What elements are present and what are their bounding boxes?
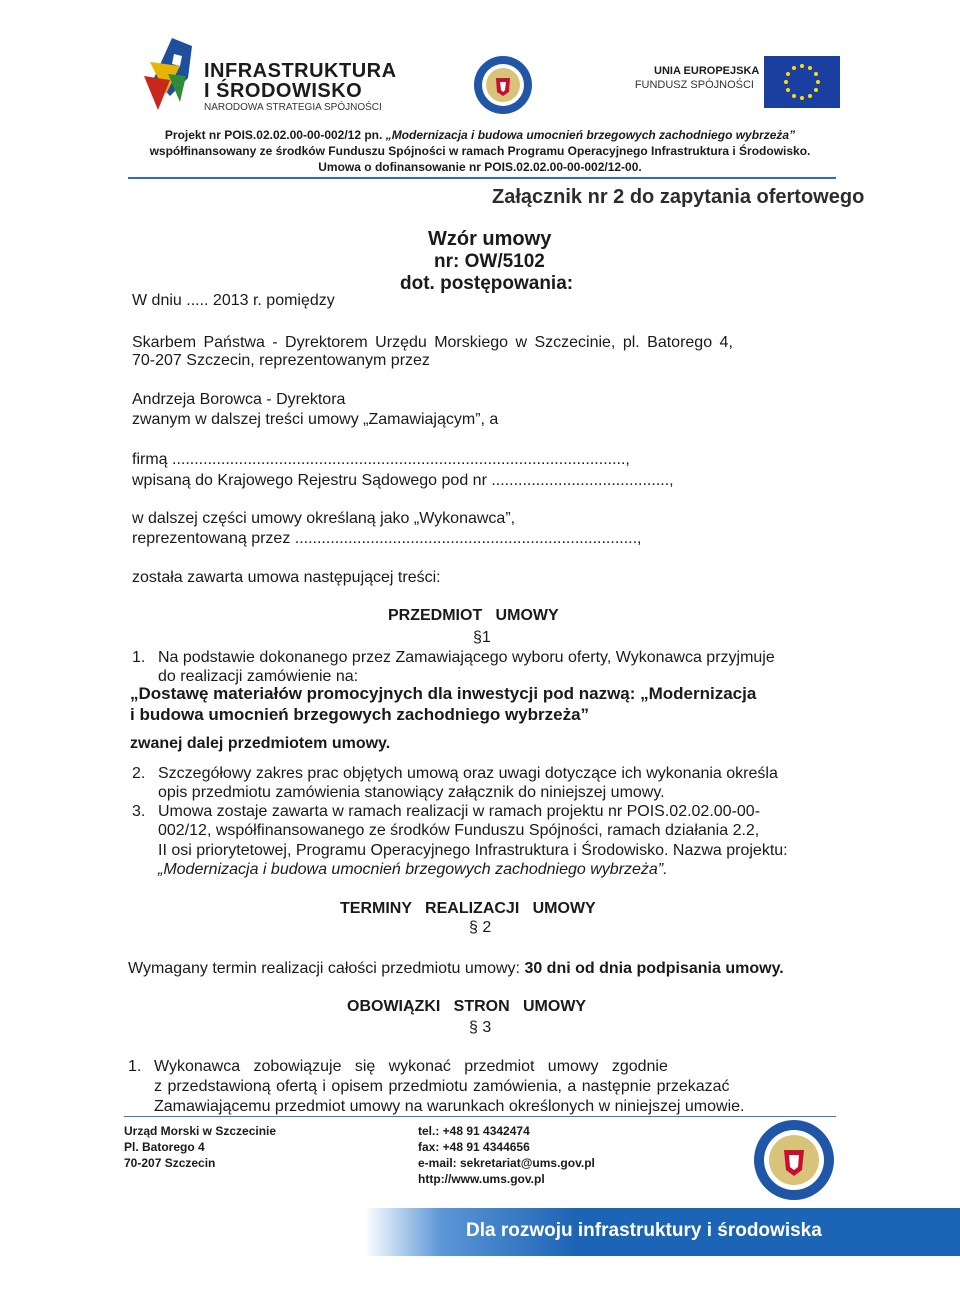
attachment-title: Załącznik nr 2 do zapytania ofertowego xyxy=(492,186,865,208)
date-line: W dniu ..... 2013 r. pomiędzy xyxy=(132,292,335,309)
footer-city: 70-207 Szczecin xyxy=(124,1156,216,1170)
footer-divider xyxy=(124,1116,836,1117)
section1-heading: PRZEDMIOT UMOWY xyxy=(388,607,559,624)
project-number: Projekt nr POIS.02.02.00-00-002/12 pn. xyxy=(164,128,386,142)
title-line1: Wzór umowy xyxy=(428,228,552,250)
contractor-line2: reprezentowaną przez ............................................................................., xyxy=(132,530,642,547)
section2-paragraph: § 2 xyxy=(469,919,492,936)
footer-email[interactable]: e-mail: sekretariat@ums.gov.pl xyxy=(418,1156,595,1170)
banner-slogan: Dla rozwoju infrastruktury i środowiska xyxy=(466,1220,822,1241)
footer-banner xyxy=(0,1208,960,1256)
subject-quote-line3: zwanej dalej przedmiotem umowy. xyxy=(130,735,391,752)
contractor-line1: w dalszej części umowy określaną jako „Wykonawca”, xyxy=(132,510,516,527)
eu-subtitle: FUNDUSZ SPÓJNOŚCI xyxy=(634,79,754,91)
item2-line1: Szczegółowy zakres prac objętych umową oraz uwagi dotyczące ich wykonania określa xyxy=(158,765,778,782)
project-line-1 xyxy=(0,128,960,142)
item2-line2: opis przedmiotu zamówienia stanowiący załącznik do niniejszej umowy. xyxy=(158,784,665,801)
item3-line4: „Modernizacja i budowa umocnień brzegowych zachodniego wybrzeża”. xyxy=(158,861,668,878)
item3-line3: II osi priorytetowej, Programu Operacyjnego Infrastruktura i Środowisko. Nazwa projektu: xyxy=(158,842,788,859)
party2-line1: Andrzeja Borowca - Dyrektora xyxy=(132,391,346,408)
nss-emblem-icon xyxy=(140,36,204,116)
eu-flag-icon xyxy=(764,56,840,108)
item1-line1: Na podstawie dokonanego przez Zamawiającego wyboru oferty, Wykonawca przyjmuje xyxy=(158,649,775,666)
logo-title-line2: I ŚRODOWISKO xyxy=(204,80,363,102)
project-line-2: współfinansowany ze środków Funduszu Spójności w ramach Programu Operacyjnego Infrastruktura i Środowisko. xyxy=(149,144,811,158)
section2-heading: TERMINY REALIZACJI UMOWY xyxy=(340,900,596,917)
concluded-line: została zawarta umowa następującej treści: xyxy=(132,569,441,586)
section3-paragraph: § 3 xyxy=(469,1019,492,1036)
party2-line2: zwanym w dalszej treści umowy „Zamawiającym”, a xyxy=(132,411,499,428)
project-name: „Modernizacja i budowa umocnień brzegowych zachodniego wybrzeża” xyxy=(385,128,796,142)
section1-paragraph: §1 xyxy=(473,629,491,646)
logo-title-line1: INFRASTRUKTURA xyxy=(204,60,397,82)
party1-line2: 70-207 Szczecin, reprezentowanym przez xyxy=(132,352,430,369)
s3-item1-line1: Wykonawca zobowiązuje się wykonać przedmiot umowy zgodnie xyxy=(154,1058,668,1075)
footer-org-name: Urząd Morski w Szczecinie xyxy=(124,1124,277,1138)
s3-item1-line2: z przedstawioną ofertą i opisem przedmiotu zamówienia, a następnie przekazać xyxy=(154,1078,730,1095)
deadline-value: 30 dni od dnia podpisania umowy. xyxy=(524,960,784,977)
section3-heading: OBOWIĄZKI STRON UMOWY xyxy=(347,998,587,1015)
item3-line2: 002/12, współfinansowanego ze środków Funduszu Spójności, ramach działania 2.2, xyxy=(158,822,760,839)
title-line3: dot. postępowania: xyxy=(400,273,574,294)
item3-number: 3. xyxy=(132,803,146,820)
subject-quote-line2: i budowa umocnień brzegowych zachodniego wybrzeża” xyxy=(130,705,590,724)
party1-line1: Skarbem Państwa - Dyrektorem Urzędu Morskiego w Szczecinie, pl. Batorego 4, xyxy=(132,334,733,351)
deadline-line xyxy=(128,959,784,978)
s3-item1-line3: Zamawiającemu przedmiot umowy na warunkach określonych w niniejszej umowie. xyxy=(154,1098,745,1115)
footer-fax: fax: +48 91 4344656 xyxy=(418,1140,530,1154)
deadline-label: Wymagany termin realizacji całości przedmiotu umowy: xyxy=(128,960,525,977)
maritime-office-seal-icon xyxy=(752,1118,836,1202)
item1-number: 1. xyxy=(132,649,146,666)
krs-line: wpisaną do Krajowego Rejestru Sądowego pod nr ........................................, xyxy=(132,472,674,489)
s3-item1-number: 1. xyxy=(128,1058,142,1075)
firm-line: firmą ......................................................................................................, xyxy=(132,451,630,468)
subject-quote-line1: „Dostawę materiałów promocyjnych dla inwestycji pod nazwą: „Modernizacja xyxy=(130,684,757,703)
item1-line2: do realizacji zamówienie na: xyxy=(158,668,359,685)
footer-website[interactable]: http://www.ums.gov.pl xyxy=(418,1172,545,1186)
item2-number: 2. xyxy=(132,765,146,782)
logo-subtitle: NARODOWA STRATEGIA SPÓJNOŚCI xyxy=(204,102,382,113)
header-divider xyxy=(128,177,836,179)
title-line2: nr: OW/5102 xyxy=(434,251,545,272)
project-line-3: Umowa o dofinansowanie nr POIS.02.02.00-00-002/12-00. xyxy=(318,160,642,174)
maritime-office-seal-icon xyxy=(472,54,534,116)
item3-line1: Umowa zostaje zawarta w ramach realizacji w ramach projektu nr POIS.02.02.00-00- xyxy=(158,803,761,820)
footer-address: Pl. Batorego 4 xyxy=(124,1140,205,1154)
infrastructure-logo xyxy=(140,36,410,116)
footer-phone: tel.: +48 91 4342474 xyxy=(418,1124,530,1138)
eu-title: UNIA EUROPEJSKA xyxy=(654,65,760,77)
